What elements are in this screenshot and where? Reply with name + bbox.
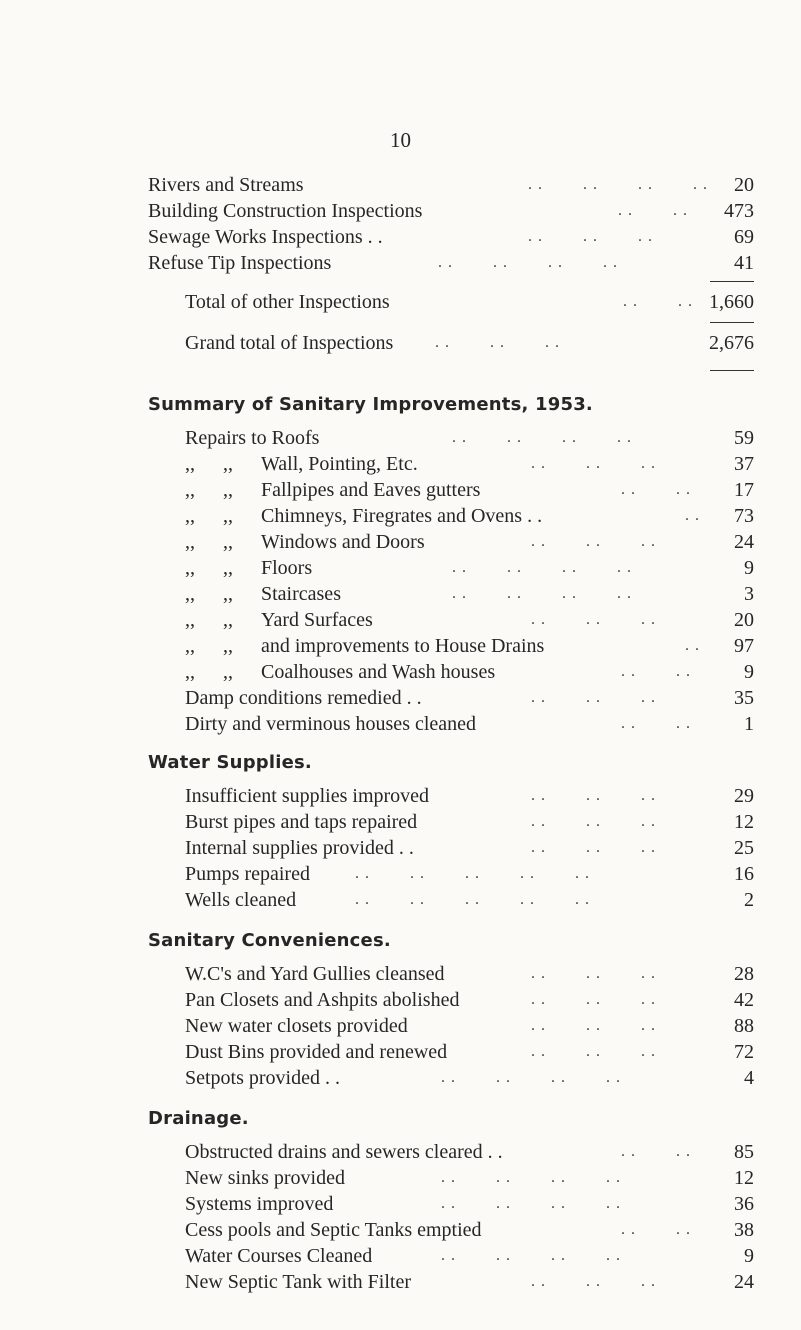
item-value: 24 xyxy=(734,1271,754,1293)
item-value: 37 xyxy=(734,453,754,475)
item-label: New water closets provided xyxy=(185,1015,408,1037)
item-label: Systems improved xyxy=(185,1193,334,1215)
section-heading: Sanitary Conveniences. xyxy=(148,930,391,951)
item-value: 2 xyxy=(744,889,754,911)
list-item: Rivers and Streams . . . . . . . . 20 xyxy=(148,174,754,196)
item-label: Cess pools and Septic Tanks emptied xyxy=(185,1219,482,1241)
list-item: New water closets provided . . . . . . 88 xyxy=(185,1015,754,1037)
list-item: Pan Closets and Ashpits abolished . . . . . . 42 xyxy=(185,989,754,1011)
item-value: 36 xyxy=(734,1193,754,1215)
item-label: Yard Surfaces xyxy=(261,609,373,631)
item-value: 41 xyxy=(734,252,754,274)
section-heading: Water Supplies. xyxy=(148,752,312,773)
total-value: 1,660 xyxy=(709,291,754,313)
item-label: Pan Closets and Ashpits abolished xyxy=(185,989,460,1011)
list-item: Cess pools and Septic Tanks emptied . . . . 38 xyxy=(185,1219,754,1241)
list-item: Sewage Works Inspections . . . . . . . . 69 xyxy=(148,226,754,248)
item-label: New Septic Tank with Filter xyxy=(185,1271,411,1293)
list-item: Obstructed drains and sewers cleared . . . . . . 85 xyxy=(185,1141,754,1163)
item-label: Staircases xyxy=(261,583,341,605)
list-item: Damp conditions remedied . . . . . . . . 35 xyxy=(185,687,754,709)
list-item: Systems improved . . . . . . . . 36 xyxy=(185,1193,754,1215)
item-value: 16 xyxy=(734,863,754,885)
list-item: W.C's and Yard Gullies cleansed . . . . . . 28 xyxy=(185,963,754,985)
item-value: 59 xyxy=(734,427,754,449)
item-label: Damp conditions remedied . . xyxy=(185,687,422,709)
item-label: Setpots provided . . xyxy=(185,1067,340,1089)
item-label: New sinks provided xyxy=(185,1167,345,1189)
grand-total-row: Grand total of Inspections . . . . . . 2,676 xyxy=(185,332,754,354)
item-label: Building Construction Inspections xyxy=(148,200,423,222)
list-item: Wells cleaned . . . . . . . . . . 2 xyxy=(185,889,754,911)
list-item: ,, ,, Chimneys, Firegrates and Ovens . . . . 73 xyxy=(185,505,754,527)
list-item: ,, ,, Floors . . . . . . . . 9 xyxy=(185,557,754,579)
item-value: 35 xyxy=(734,687,754,709)
list-item: Repairs to Roofs . . . . . . . . 59 xyxy=(185,427,754,449)
list-item: Internal supplies provided . . . . . . . . 25 xyxy=(185,837,754,859)
list-item: ,, ,, Staircases . . . . . . . . 3 xyxy=(185,583,754,605)
item-value: 97 xyxy=(734,635,754,657)
list-item: Dust Bins provided and renewed . . . . . . 72 xyxy=(185,1041,754,1063)
item-value: 9 xyxy=(744,557,754,579)
page-number: 10 xyxy=(390,128,411,152)
item-label: Internal supplies provided . . xyxy=(185,837,414,859)
item-value: 24 xyxy=(734,531,754,553)
item-label: Sewage Works Inspections . . xyxy=(148,226,383,248)
list-item: New Septic Tank with Filter . . . . . . 24 xyxy=(185,1271,754,1293)
item-value: 9 xyxy=(744,1245,754,1267)
item-value: 88 xyxy=(734,1015,754,1037)
item-label: Coalhouses and Wash houses xyxy=(261,661,496,683)
list-item: Pumps repaired . . . . . . . . . . 16 xyxy=(185,863,754,885)
item-label: Insufficient supplies improved xyxy=(185,785,430,807)
list-item: ,, ,, Yard Surfaces . . . . . . 20 xyxy=(185,609,754,631)
list-item: Dirty and verminous houses cleaned . . . . 1 xyxy=(185,713,754,735)
rule xyxy=(710,322,754,323)
item-value: 12 xyxy=(734,1167,754,1189)
item-value: 17 xyxy=(734,479,754,501)
list-item: ,, ,, Windows and Doors . . . . . . 24 xyxy=(185,531,754,553)
item-label: Pumps repaired xyxy=(185,863,310,885)
item-label: Obstructed drains and sewers cleared . . xyxy=(185,1141,503,1163)
item-label: Windows and Doors xyxy=(261,531,425,553)
list-item: Setpots provided . . . . . . . . . . 4 xyxy=(185,1067,754,1089)
item-label: Wall, Pointing, Etc. xyxy=(261,453,418,475)
item-value: 85 xyxy=(734,1141,754,1163)
item-value: 3 xyxy=(744,583,754,605)
total-label: Total of other Inspections xyxy=(185,291,390,313)
item-label: Dirty and verminous houses cleaned xyxy=(185,713,477,735)
item-label: Chimneys, Firegrates and Ovens . . xyxy=(261,505,543,527)
item-value: 38 xyxy=(734,1219,754,1241)
list-item: Insufficient supplies improved . . . . . . 29 xyxy=(185,785,754,807)
item-label: Floors xyxy=(261,557,313,579)
item-value: 25 xyxy=(734,837,754,859)
item-value: 4 xyxy=(744,1067,754,1089)
item-label: and improvements to House Drains xyxy=(261,635,545,657)
repairs-prefix: Repairs to xyxy=(185,427,267,449)
list-item: New sinks provided . . . . . . . . 12 xyxy=(185,1167,754,1189)
section-heading: Drainage. xyxy=(148,1108,249,1129)
item-label: Dust Bins provided and renewed xyxy=(185,1041,448,1063)
item-value: 9 xyxy=(744,661,754,683)
item-value: 12 xyxy=(734,811,754,833)
item-label: Burst pipes and taps repaired xyxy=(185,811,418,833)
grand-total-value: 2,676 xyxy=(709,332,754,354)
item-label: Rivers and Streams xyxy=(148,174,304,196)
list-item: ,, ,, Fallpipes and Eaves gutters . . . . 17 xyxy=(185,479,754,501)
list-item: Refuse Tip Inspections . . . . . . . . 41 xyxy=(148,252,754,274)
list-item: ,, ,, and improvements to House Drains . . 97 xyxy=(185,635,754,657)
item-label: Fallpipes and Eaves gutters xyxy=(261,479,481,501)
grand-total-label: Grand total of Inspections xyxy=(185,332,394,354)
item-value: 20 xyxy=(734,174,754,196)
item-value: 72 xyxy=(734,1041,754,1063)
rule xyxy=(710,281,754,282)
item-value: 1 xyxy=(744,713,754,735)
item-label: W.C's and Yard Gullies cleansed xyxy=(185,963,445,985)
item-label: Refuse Tip Inspections xyxy=(148,252,332,274)
section-heading: Summary of Sanitary Improvements, 1953. xyxy=(148,394,593,415)
rule xyxy=(710,370,754,371)
item-value: 73 xyxy=(734,505,754,527)
list-item: Building Construction Inspections . . . . 473 xyxy=(148,200,754,222)
item-label: Wells cleaned xyxy=(185,889,297,911)
item-value: 473 xyxy=(724,200,754,222)
list-item: ,, ,, Wall, Pointing, Etc. . . . . . . 37 xyxy=(185,453,754,475)
item-value: 28 xyxy=(734,963,754,985)
item-label: Water Courses Cleaned xyxy=(185,1245,373,1267)
list-item: Burst pipes and taps repaired . . . . . . 12 xyxy=(185,811,754,833)
item-value: 69 xyxy=(734,226,754,248)
list-item: Water Courses Cleaned . . . . . . . . 9 xyxy=(185,1245,754,1267)
item-value: 20 xyxy=(734,609,754,631)
item-value: 29 xyxy=(734,785,754,807)
item-label: Roofs xyxy=(271,427,320,449)
item-value: 42 xyxy=(734,989,754,1011)
total-other-row: Total of other Inspections . . . . 1,660 xyxy=(185,291,754,313)
list-item: ,, ,, Coalhouses and Wash houses . . . . 9 xyxy=(185,661,754,683)
